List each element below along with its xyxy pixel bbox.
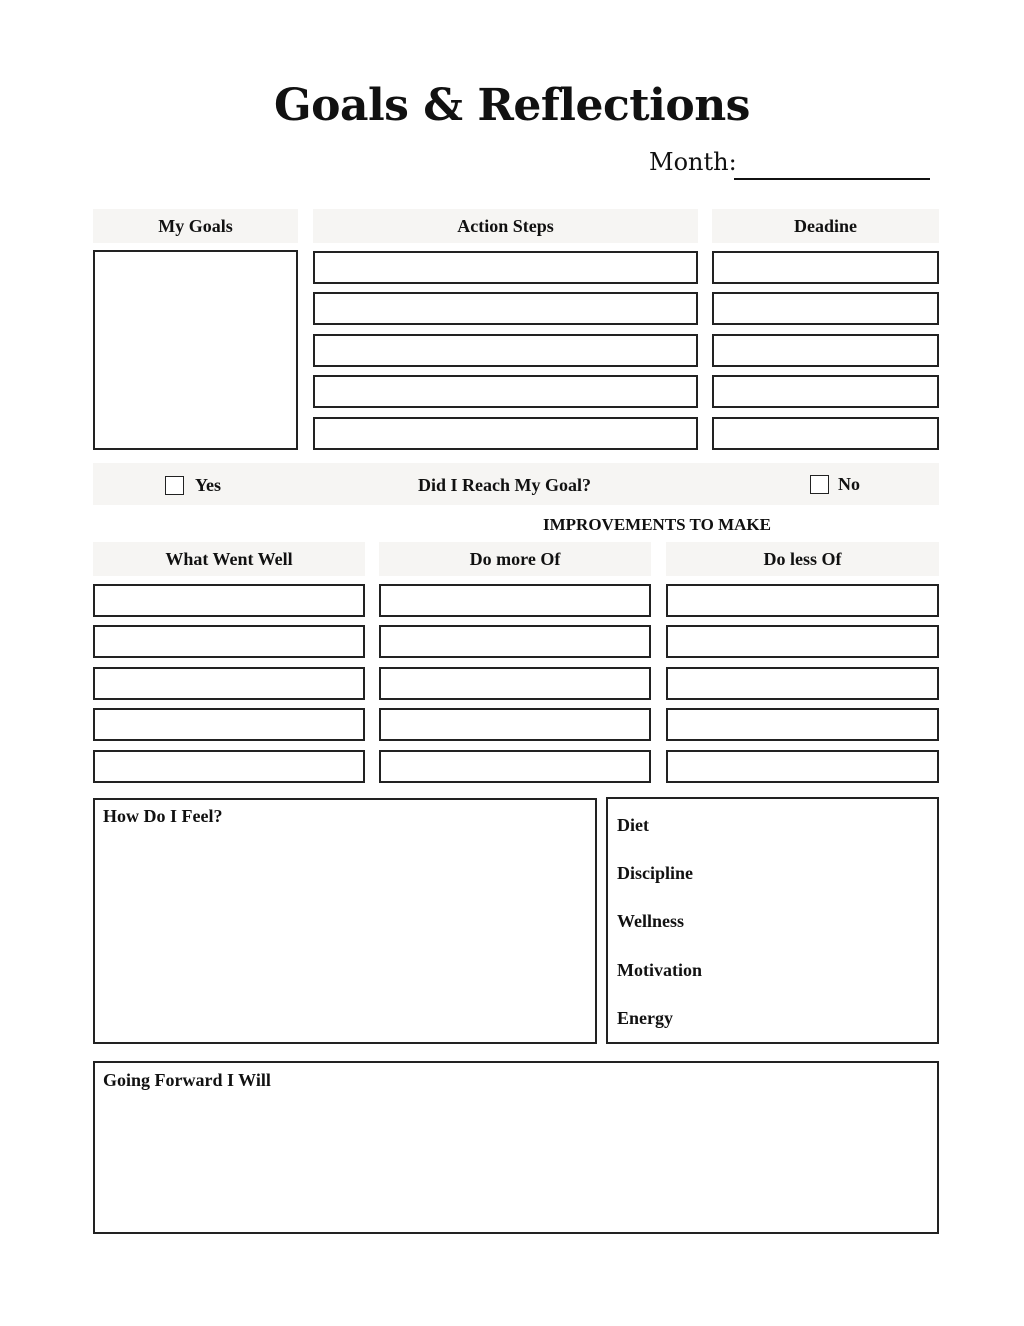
do-more-field[interactable]	[379, 667, 651, 700]
action-steps-header	[313, 209, 698, 243]
category-motivation: Motivation	[617, 960, 702, 980]
went-well-field[interactable]	[93, 667, 365, 700]
category-wellness: Wellness	[617, 911, 685, 931]
deadline-field[interactable]	[712, 251, 939, 284]
do-less-field[interactable]	[666, 708, 939, 741]
deadline-field[interactable]	[712, 292, 939, 325]
action-step-field[interactable]	[313, 375, 698, 408]
yes-label: Yes	[195, 475, 221, 495]
do-less-field[interactable]	[666, 750, 939, 783]
no-label: No	[838, 474, 860, 494]
my-goals-header	[93, 209, 298, 243]
went-well-field[interactable]	[93, 750, 365, 783]
action-steps-header-label: Action Steps	[457, 215, 554, 236]
went-well-field[interactable]	[93, 584, 365, 617]
going-forward-label: Going Forward I Will	[103, 1070, 271, 1090]
action-step-field[interactable]	[313, 292, 698, 325]
do-less-header-label: Do less Of	[763, 548, 842, 569]
page-title: Goals & Reflections	[274, 80, 750, 131]
action-step-field[interactable]	[313, 251, 698, 284]
improvements-heading: IMPROVEMENTS TO MAKE	[543, 515, 771, 534]
my-goals-field[interactable]	[93, 250, 298, 450]
do-less-header	[666, 542, 939, 576]
my-goals-header-label: My Goals	[158, 215, 233, 236]
deadline-header	[712, 209, 939, 243]
deadline-field[interactable]	[712, 334, 939, 367]
deadline-field[interactable]	[712, 417, 939, 450]
feel-field[interactable]	[93, 798, 597, 1044]
went-well-header-label: What Went Well	[165, 548, 293, 569]
went-well-field[interactable]	[93, 708, 365, 741]
went-well-header	[93, 542, 365, 576]
month-label: Month:	[649, 148, 737, 176]
do-more-field[interactable]	[379, 708, 651, 741]
do-less-field[interactable]	[666, 625, 939, 658]
goal-reached-question: Did I Reach My Goal?	[418, 475, 591, 495]
do-more-field[interactable]	[379, 750, 651, 783]
category-energy: Energy	[617, 1008, 673, 1028]
went-well-field[interactable]	[93, 625, 365, 658]
do-less-field[interactable]	[666, 667, 939, 700]
action-step-field[interactable]	[313, 334, 698, 367]
feel-label: How Do I Feel?	[103, 806, 223, 826]
do-more-field[interactable]	[379, 584, 651, 617]
yes-checkbox[interactable]	[165, 476, 184, 495]
do-more-header-label: Do more Of	[469, 548, 561, 569]
deadline-header-label: Deadine	[794, 215, 857, 236]
category-diet: Diet	[617, 815, 649, 835]
do-more-field[interactable]	[379, 625, 651, 658]
no-checkbox[interactable]	[810, 475, 829, 494]
month-field[interactable]	[734, 178, 930, 180]
do-more-header	[379, 542, 651, 576]
deadline-field[interactable]	[712, 375, 939, 408]
action-step-field[interactable]	[313, 417, 698, 450]
category-discipline: Discipline	[617, 863, 694, 883]
do-less-field[interactable]	[666, 584, 939, 617]
